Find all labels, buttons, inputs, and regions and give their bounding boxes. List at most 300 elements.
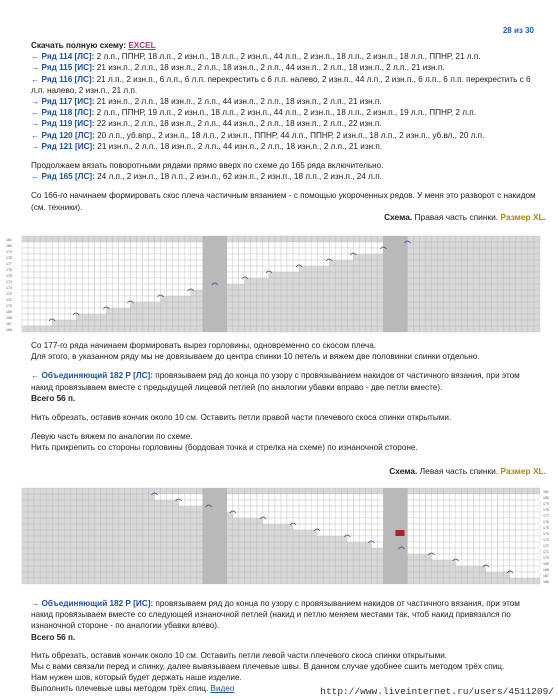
chart-left-grid — [4, 478, 554, 586]
chart-cell — [227, 524, 233, 530]
chart-cell — [444, 248, 450, 254]
chart-cell — [498, 272, 504, 278]
chart-cell — [522, 494, 528, 500]
chart-cell — [124, 548, 130, 554]
chart-cell — [486, 326, 492, 332]
chart-cell — [347, 500, 353, 506]
chart-cell — [444, 530, 450, 536]
chart-cell — [130, 566, 136, 572]
chart-cell — [353, 266, 359, 272]
chart-cell — [444, 260, 450, 266]
chart-cell — [263, 542, 269, 548]
chart-cell — [148, 266, 154, 272]
chart-cell — [528, 260, 534, 266]
chart-cell — [100, 254, 106, 260]
chart-cell — [287, 248, 293, 254]
chart-cell — [534, 512, 540, 518]
chart-cell — [377, 290, 383, 296]
chart-cell — [76, 254, 82, 260]
chart-cell — [191, 260, 197, 266]
chart-cell — [34, 530, 40, 536]
chart-cell — [299, 290, 305, 296]
chart-cell — [257, 314, 263, 320]
chart-cell — [534, 560, 540, 566]
chart-cell — [365, 560, 371, 566]
chart-cell — [444, 500, 450, 506]
chart-cell — [239, 566, 245, 572]
chart-cell — [106, 284, 112, 290]
chart-cell — [432, 512, 438, 518]
chart-cell — [275, 308, 281, 314]
chart-cell — [299, 314, 305, 320]
chart-cell — [353, 566, 359, 572]
chart-cell — [28, 266, 34, 272]
chart-cell — [329, 302, 335, 308]
chart-cell — [46, 302, 52, 308]
chart-cell — [347, 236, 353, 242]
chart-cell — [58, 518, 64, 524]
chart-cell — [22, 272, 28, 278]
chart-cell — [371, 278, 377, 284]
chart-cell — [474, 518, 480, 524]
chart-cell — [528, 530, 534, 536]
chart-cell — [263, 248, 269, 254]
chart-cell — [76, 494, 82, 500]
chart-cell — [299, 272, 305, 278]
chart-cell — [353, 260, 359, 266]
chart-cell — [468, 512, 474, 518]
chart-cell — [251, 518, 257, 524]
chart-cell — [161, 308, 167, 314]
chart-cell — [450, 530, 456, 536]
chart-cell — [534, 278, 540, 284]
chart-cell — [492, 302, 498, 308]
chart-cell — [22, 302, 28, 308]
chart-cell — [456, 314, 462, 320]
chart-cell — [281, 542, 287, 548]
chart-cell — [82, 512, 88, 518]
download-line — [31, 40, 542, 51]
chart-cell — [371, 578, 377, 584]
chart-cell — [173, 578, 179, 584]
chart-cell — [329, 512, 335, 518]
chart-cell — [251, 302, 257, 308]
chart-cell — [40, 296, 46, 302]
chart-cell — [522, 314, 528, 320]
chart-cell — [522, 506, 528, 512]
chart-cell — [371, 254, 377, 260]
chart-cell — [341, 554, 347, 560]
chart-cell — [510, 266, 516, 272]
chart-cell — [432, 314, 438, 320]
chart-cell — [239, 500, 245, 506]
chart-cell — [534, 260, 540, 266]
excel-link[interactable]: EXCEL — [128, 41, 156, 50]
chart-cell — [142, 518, 148, 524]
chart-cell — [28, 296, 34, 302]
chart-cell — [414, 308, 420, 314]
chart-cell — [148, 272, 154, 278]
chart-cell — [118, 536, 124, 542]
chart-cell — [269, 512, 275, 518]
chart-cell — [70, 506, 76, 512]
chart-cell — [64, 506, 70, 512]
chart-cell — [377, 518, 383, 524]
chart-cell — [227, 236, 233, 242]
chart-cell — [257, 530, 263, 536]
chart-cell — [100, 560, 106, 566]
video-link[interactable]: Видео — [210, 684, 235, 694]
chart-cell — [432, 536, 438, 542]
chart-cell — [371, 308, 377, 314]
chart-cell — [353, 536, 359, 542]
chart-cell — [498, 260, 504, 266]
chart-cell — [329, 320, 335, 326]
chart-cell — [329, 248, 335, 254]
chart-cell — [136, 296, 142, 302]
chart-cell — [94, 278, 100, 284]
chart-cell — [341, 326, 347, 332]
chart-cell — [130, 248, 136, 254]
chart-cell — [161, 500, 167, 506]
chart-cell — [106, 578, 112, 584]
chart-cell — [124, 572, 130, 578]
chart-cell — [480, 320, 486, 326]
chart-cell — [275, 488, 281, 494]
chart-cell — [191, 512, 197, 518]
chart-cell — [480, 242, 486, 248]
chart-cell — [504, 494, 510, 500]
chart-cell — [239, 242, 245, 248]
chart-cell — [22, 320, 28, 326]
chart-cell — [498, 236, 504, 242]
chart-cell — [185, 536, 191, 542]
chart-cell — [239, 326, 245, 332]
chart-cell — [28, 248, 34, 254]
chart-cell — [269, 488, 275, 494]
chart-cell — [275, 320, 281, 326]
chart-cell — [130, 254, 136, 260]
row-number: 175 — [6, 274, 12, 278]
chart-cell — [185, 272, 191, 278]
chart-cell — [486, 314, 492, 320]
chart-cell — [118, 506, 124, 512]
chart-grid — [22, 488, 549, 584]
chart-cell — [480, 512, 486, 518]
chart-cell — [263, 302, 269, 308]
chart-cell — [239, 308, 245, 314]
chart-cell — [46, 278, 52, 284]
chart-cell — [456, 578, 462, 584]
chart-cell — [504, 314, 510, 320]
chart-cell — [173, 560, 179, 566]
chart-cell — [124, 236, 130, 242]
chart-cell — [142, 572, 148, 578]
chart-cell — [359, 548, 365, 554]
chart-cell — [88, 314, 94, 320]
chart-cell — [504, 524, 510, 530]
chart-cell — [353, 290, 359, 296]
chart-cell — [474, 572, 480, 578]
chart-cell — [450, 320, 456, 326]
chart-cell — [124, 290, 130, 296]
chart-cell — [185, 248, 191, 254]
chart-cell — [197, 278, 203, 284]
chart-cell — [365, 572, 371, 578]
chart-cell — [173, 548, 179, 554]
chart-cell — [287, 266, 293, 272]
chart-cell — [474, 326, 480, 332]
chart-cell — [52, 548, 58, 554]
chart-cell — [197, 512, 203, 518]
chart-cell — [281, 566, 287, 572]
chart-cell — [40, 254, 46, 260]
chart-cell — [263, 578, 269, 584]
chart-cell — [251, 530, 257, 536]
chart-cell — [70, 266, 76, 272]
chart-cell — [528, 536, 534, 542]
chart-cell — [311, 572, 317, 578]
chart-cell — [179, 542, 185, 548]
chart-cell — [287, 536, 293, 542]
chart-cell — [155, 326, 161, 332]
chart-cell — [311, 266, 317, 272]
chart-cell — [70, 302, 76, 308]
chart-cell — [347, 266, 353, 272]
chart-cell — [40, 272, 46, 278]
chart-cell — [82, 284, 88, 290]
chart-cell — [82, 326, 88, 332]
chart-cell — [359, 326, 365, 332]
chart-cell — [227, 554, 233, 560]
chart-cell — [414, 548, 420, 554]
chart-cell — [335, 512, 341, 518]
chart-cell — [420, 320, 426, 326]
chart-cell — [371, 284, 377, 290]
chart-cell — [510, 278, 516, 284]
chart-cell — [414, 320, 420, 326]
chart-cell — [426, 488, 432, 494]
chart-cell — [281, 572, 287, 578]
chart-cell — [227, 326, 233, 332]
chart-cell — [34, 566, 40, 572]
chart-cell — [263, 260, 269, 266]
chart-cell — [407, 302, 413, 308]
chart-cell — [480, 254, 486, 260]
chart-cell — [281, 254, 287, 260]
chart-cell — [34, 536, 40, 542]
chart-cell — [486, 260, 492, 266]
chart-cell — [305, 530, 311, 536]
chart-cell — [70, 284, 76, 290]
chart-cell — [426, 530, 432, 536]
chart-cell — [377, 488, 383, 494]
chart-cell — [516, 500, 522, 506]
chart-cell — [40, 506, 46, 512]
chart-cell — [528, 506, 534, 512]
chart-cell — [329, 242, 335, 248]
chart-cell — [148, 548, 154, 554]
chart-cell — [136, 242, 142, 248]
row-number: 180 — [543, 496, 549, 500]
chart-cell — [118, 308, 124, 314]
chart-cell — [510, 260, 516, 266]
chart-cell — [46, 272, 52, 278]
pattern-row: ← Ряд 120 [ЛС]: 20 л.п., уб.впр., 2 изн.п., 18 л.п., 2 изн.п., ППНР, 44 л.п., ППНР, 2 изн.п., 18 л.п., 2 изн.п., уб.вл., 20 л.п. — [31, 130, 485, 140]
chart-cell — [167, 506, 173, 512]
chart-cell — [323, 548, 329, 554]
chart-cell — [46, 308, 52, 314]
chart-cell — [498, 536, 504, 542]
chart-cell — [329, 548, 335, 554]
chart-cell — [58, 290, 64, 296]
chart-cell — [112, 566, 118, 572]
chart-cell — [197, 236, 203, 242]
chart-cell — [34, 554, 40, 560]
chart-cell — [100, 242, 106, 248]
chart-cell — [136, 284, 142, 290]
chart-cell — [450, 242, 456, 248]
chart-cell — [64, 494, 70, 500]
chart-cell — [522, 512, 528, 518]
chart-cell — [353, 308, 359, 314]
chart-cell — [34, 284, 40, 290]
chart-cell — [142, 500, 148, 506]
chart-cell — [426, 500, 432, 506]
chart-cell — [486, 278, 492, 284]
chart-cell — [335, 290, 341, 296]
chart-cell — [311, 560, 317, 566]
chart-cell — [22, 566, 28, 572]
chart-cell — [498, 308, 504, 314]
chart-cell — [70, 512, 76, 518]
chart-cell — [335, 530, 341, 536]
chart-cell — [504, 488, 510, 494]
chart-cell — [191, 488, 197, 494]
chart-cell — [438, 500, 444, 506]
chart-cell — [305, 242, 311, 248]
chart-cell — [486, 236, 492, 242]
chart-cell — [510, 578, 516, 584]
chart-cell — [142, 548, 148, 554]
chart-cell — [510, 554, 516, 560]
chart-cell — [94, 566, 100, 572]
chart-cell — [245, 560, 251, 566]
chart-cell — [353, 572, 359, 578]
chart-cell — [130, 500, 136, 506]
chart-cell — [106, 542, 112, 548]
chart-cell — [269, 254, 275, 260]
chart-cell — [118, 494, 124, 500]
chart-cell — [450, 506, 456, 512]
chart-cell — [432, 572, 438, 578]
chart-cell — [106, 572, 112, 578]
chart-cell — [311, 500, 317, 506]
chart-cell — [510, 524, 516, 530]
chart-cell — [179, 518, 185, 524]
chart-cell — [94, 314, 100, 320]
chart-cell — [317, 314, 323, 320]
chart-cell — [239, 488, 245, 494]
chart-cell — [257, 572, 263, 578]
chart-cell — [456, 530, 462, 536]
chart-cell — [269, 236, 275, 242]
chart-cell — [88, 284, 94, 290]
chart-cell — [335, 548, 341, 554]
chart-cell — [323, 542, 329, 548]
chart-cell — [22, 248, 28, 254]
chart-cell — [498, 290, 504, 296]
chart-cell — [299, 494, 305, 500]
chart-cell — [263, 284, 269, 290]
chart-cell — [353, 314, 359, 320]
chart-cell — [130, 506, 136, 512]
chart-cell — [281, 260, 287, 266]
chart-cell — [450, 272, 456, 278]
chart-cell — [414, 254, 420, 260]
chart-cell — [185, 512, 191, 518]
chart-cell — [528, 518, 534, 524]
chart-cell — [474, 242, 480, 248]
chart-cell — [28, 572, 34, 578]
chart-cell — [480, 518, 486, 524]
chart-cell — [227, 494, 233, 500]
chart-cell — [118, 566, 124, 572]
chart-cell — [167, 314, 173, 320]
chart-cell — [64, 284, 70, 290]
chart-cell — [130, 560, 136, 566]
chart-cell — [179, 566, 185, 572]
chart-cell — [52, 512, 58, 518]
chart-cell — [88, 248, 94, 254]
continue-text: Продолжаем вязать поворотными рядами прямо вверх по схеме до 165 ряда включительно. — [31, 161, 384, 171]
chart-cell — [347, 542, 353, 548]
chart-cell — [275, 326, 281, 332]
chart-cell — [34, 488, 40, 494]
joining-right: → Объединяющий 182 Р [ИС]: провязываем ряд до конца по узору с провязыванием накидов от частичного вязания, при этом накид провязываем вместе со следующей изнаночной петлей (накид и петлю меняем местами так, чтоб накид привязался по изнаночной стороне - по аналогии убавки влево). — [31, 599, 520, 631]
chart-cell — [359, 320, 365, 326]
chart-cell — [161, 248, 167, 254]
chart-cell — [64, 302, 70, 308]
chart-cell — [462, 272, 468, 278]
chart-cell — [179, 506, 185, 512]
chart-cell — [130, 572, 136, 578]
chart-cell — [498, 254, 504, 260]
chart-cell — [516, 260, 522, 266]
chart-cell — [52, 500, 58, 506]
chart-cell — [239, 296, 245, 302]
chart-cell — [414, 488, 420, 494]
chart-cell — [305, 290, 311, 296]
chart-cell — [70, 548, 76, 554]
chart-cell — [118, 488, 124, 494]
chart-cell — [414, 506, 420, 512]
chart-cell — [28, 536, 34, 542]
chart-cell — [305, 272, 311, 278]
chart-cell — [359, 236, 365, 242]
chart-cell — [365, 518, 371, 524]
chart-cell — [167, 248, 173, 254]
row-166-text: Со 166-го начинаем формировать скос плеча частичным вязанием - с помощью укороченных рядов. У меня это разворот с накидом (см. техники). — [31, 191, 536, 212]
chart-cell — [359, 506, 365, 512]
chart-cell — [275, 566, 281, 572]
chart-cell — [173, 236, 179, 242]
chart-cell — [377, 254, 383, 260]
chart-cell — [353, 560, 359, 566]
chart-cell — [522, 320, 528, 326]
chart-cell — [245, 524, 251, 530]
chart-cell — [522, 560, 528, 566]
